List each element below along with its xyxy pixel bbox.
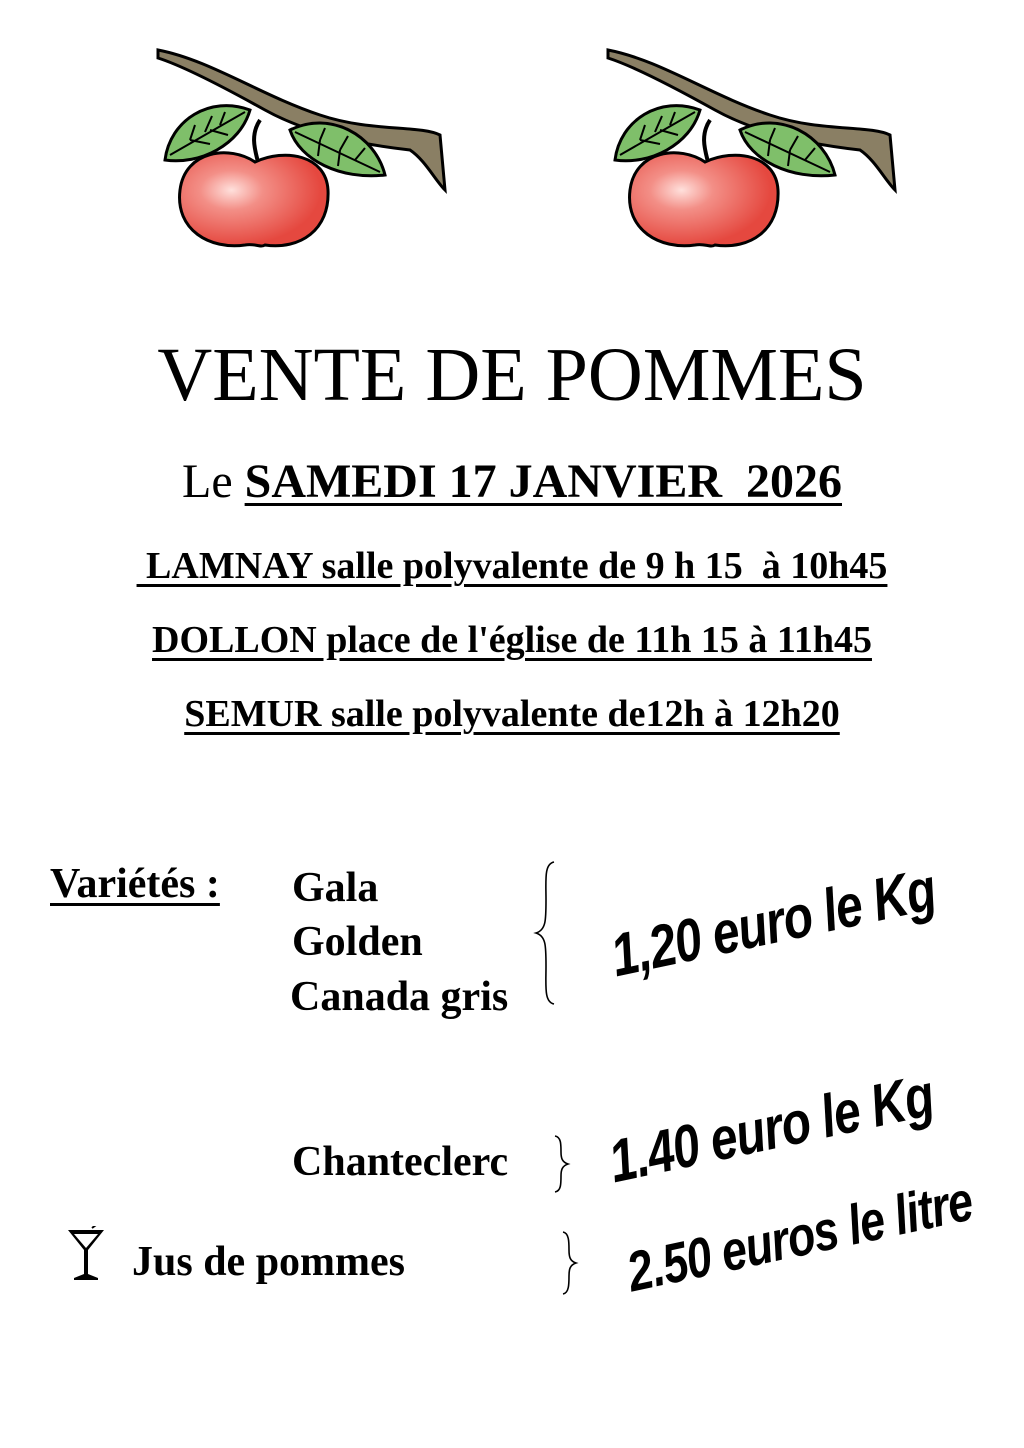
location-lamnay: LAMNAY salle polyvalente de 9 h 15 à 10h45 <box>136 545 888 587</box>
event-date-line <box>0 452 1024 512</box>
cocktail-glass-icon <box>66 1226 106 1282</box>
price-1-40: 1.40 euro le Kg <box>603 1061 940 1196</box>
brace-icon <box>552 1134 572 1194</box>
location-dollon: DOLLON place de l'église de 11h 15 à 11h45 <box>152 619 872 661</box>
varieties-label: Variétés : <box>50 861 220 907</box>
variety-canada-gris: Canada gris <box>290 974 509 1020</box>
price-1-20: 1,20 euro le Kg <box>605 855 942 990</box>
variety-gala: Gala <box>292 865 379 911</box>
variety-chanteclerc: Chanteclerc <box>292 1139 509 1185</box>
date-prefix: Le <box>182 455 233 508</box>
apple-branch-icon <box>600 40 900 260</box>
brace-icon <box>530 860 560 1006</box>
apple-branch-icon <box>150 40 450 260</box>
brace-icon <box>560 1230 580 1296</box>
page-title: VENTE DE POMMES <box>157 333 867 417</box>
price-juice: 2.50 euros le litre <box>621 1168 978 1304</box>
location-semur: SEMUR salle polyvalente de12h à 12h20 <box>184 693 840 735</box>
variety-golden: Golden <box>292 919 423 965</box>
juice-label: Jus de pommes <box>132 1239 406 1285</box>
event-date: SAMEDI 17 JANVIER 2026 <box>244 455 842 508</box>
